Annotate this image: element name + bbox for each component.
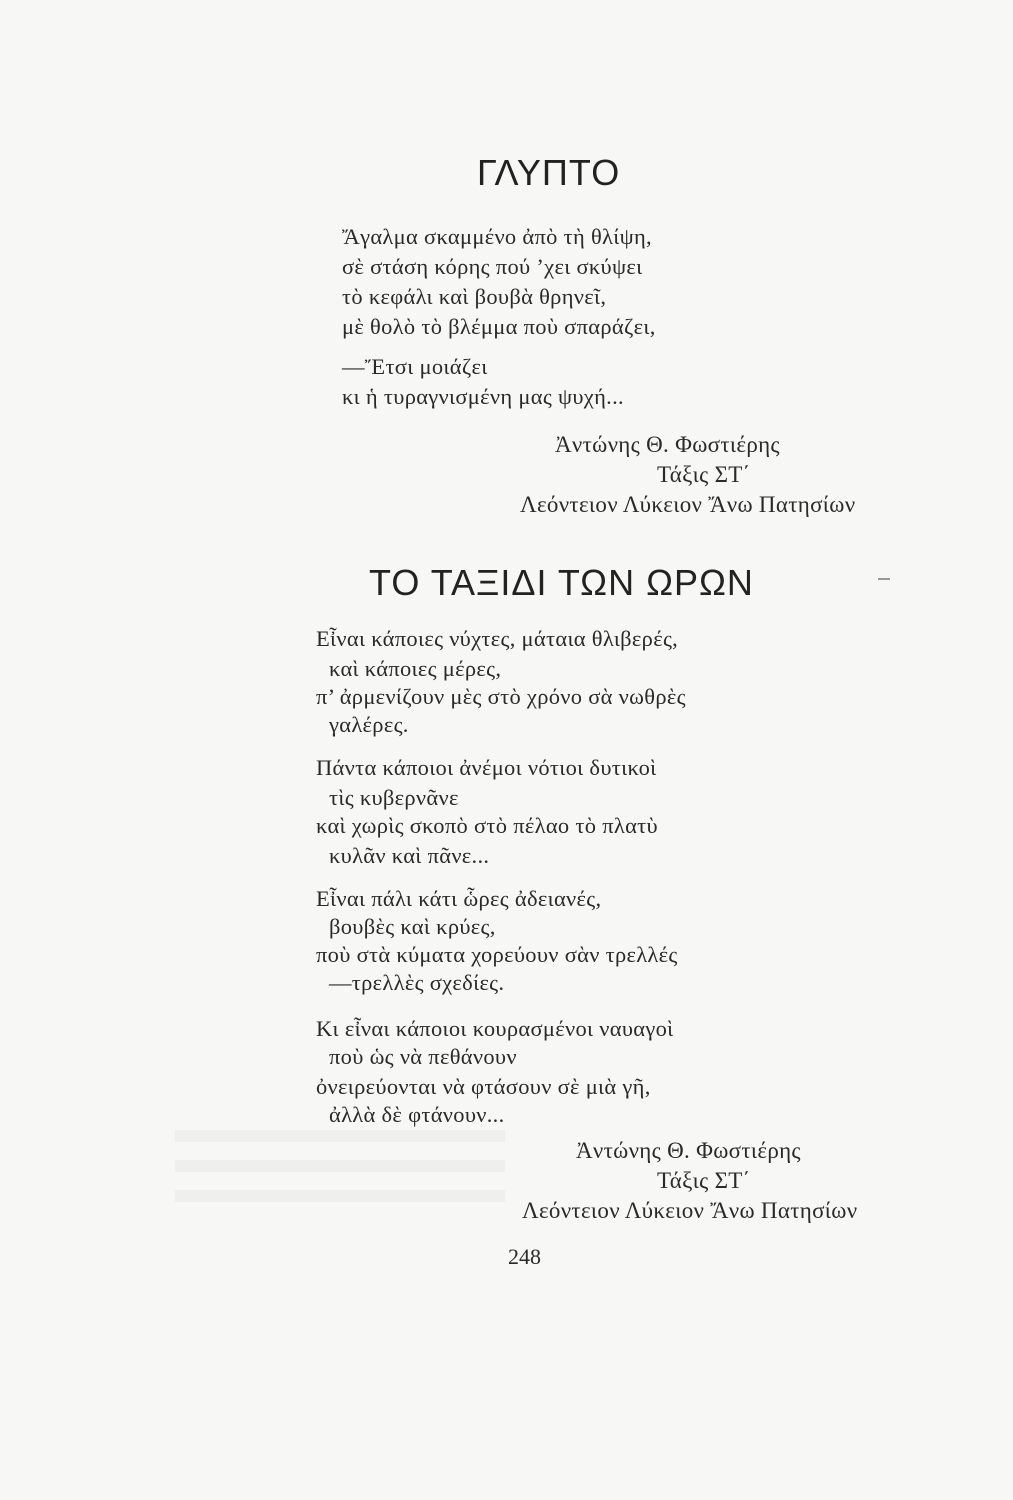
- poem2-class: Τάξις ΣΤ΄: [657, 1168, 751, 1193]
- poem2-line: Εἶναι πάλι κάτι ὧρες ἀδειανές,: [316, 886, 602, 911]
- poem2-line: καὶ κάποιες μέρες,: [329, 656, 502, 681]
- poem1-line: μὲ θολὸ τὸ βλέμμα ποὺ σπαράζει,: [342, 314, 656, 339]
- poem2-author: Ἀντώνης Θ. Φωστιέρης: [576, 1138, 801, 1163]
- poem2-line: τὶς κυβερνᾶνε: [329, 785, 459, 810]
- poem1-school: Λεόντειον Λύκειον Ἄνω Πατησίων: [520, 492, 856, 517]
- poem1-author: Ἀντώνης Θ. Φωστιέρης: [555, 432, 780, 457]
- poem2-title: ΤΟ ΤΑΞΙΔΙ ΤΩΝ ΩΡΩΝ: [369, 562, 754, 603]
- poem1-line: τὸ κεφάλι καὶ βουβὰ θρηνεῖ,: [342, 284, 607, 309]
- page-number: 248: [508, 1244, 541, 1269]
- poem1-class: Τάξις ΣΤ΄: [657, 462, 751, 487]
- poem2-line: —τρελλὲς σχεδίες.: [329, 970, 505, 995]
- poem2-line: ποὺ στὰ κύματα χορεύουν σὰν τρελλές: [316, 942, 678, 967]
- poem2-line: π’ ἀρμενίζουν μὲς στὸ χρόνο σὰ νωθρὲς: [316, 684, 686, 709]
- poem1-line: —Ἔτσι μοιάζει: [342, 354, 488, 379]
- poem2-line: ὀνειρεύονται νὰ φτάσουν σὲ μιὰ γῆ,: [316, 1074, 651, 1099]
- poem2-line: ποὺ ὡς νὰ πεθάνουν: [329, 1044, 517, 1069]
- poem2-line: καὶ χωρὶς σκοπὸ στὸ πέλαο τὸ πλατὺ: [316, 813, 658, 838]
- poem2-line: ἀλλὰ δὲ φτάνουν...: [329, 1102, 505, 1127]
- poem2-line: Πάντα κάποιοι ἀνέμοι νότιοι δυτικοὶ: [316, 755, 657, 780]
- print-speck: [878, 578, 890, 580]
- poem2-line: κυλᾶν καὶ πᾶνε...: [329, 843, 490, 868]
- poem2-line: Εἶναι κάποιες νύχτες, μάταια θλιβερές,: [316, 626, 679, 651]
- poem1-line: σὲ στάση κόρης πού ’χει σκύψει: [342, 254, 643, 279]
- poem1-line: Ἄγαλμα σκαμμένο ἀπὸ τὴ θλίψη,: [342, 224, 652, 249]
- bleed-through-text: [175, 1130, 505, 1220]
- poem2-line: Κι εἶναι κάποιοι κουρασμένοι ναυαγοὶ: [316, 1016, 674, 1041]
- poem1-line: κι ἡ τυραγνισμένη μας ψυχή...: [342, 384, 624, 409]
- poem2-line: γαλέρες.: [329, 712, 409, 737]
- poem2-line: βουβὲς καὶ κρύες,: [329, 914, 496, 939]
- poem2-school: Λεόντειον Λύκειον Ἄνω Πατησίων: [522, 1198, 858, 1223]
- poem1-title: ΓΛΥΠΤΟ: [477, 152, 621, 193]
